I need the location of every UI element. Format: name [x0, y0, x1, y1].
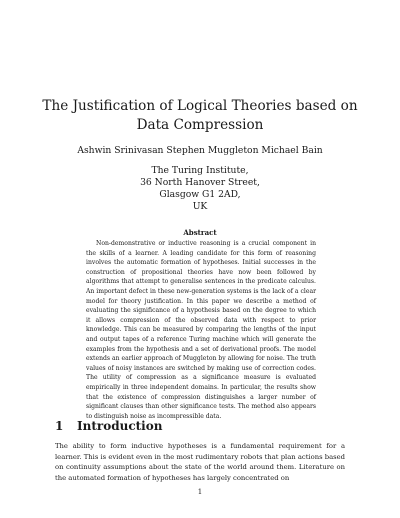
section-heading [55, 418, 162, 434]
abstract-heading: Abstract [183, 228, 217, 237]
title-line-1: The Justification of Logical Theories based on [42, 98, 358, 114]
author-list: Ashwin Srinivasan Stephen Muggleton Michael Bain [77, 145, 323, 156]
title-line-2: Data Compression [136, 117, 264, 133]
affiliation-block [60, 165, 340, 213]
affiliation-line: UK [192, 201, 208, 212]
affiliation-line: The Turing Institute, [151, 165, 249, 176]
affiliation-line: 36 North Hanover Street, [140, 177, 260, 188]
section-number: 1 [55, 419, 64, 433]
page-number: 1 [197, 488, 203, 496]
paper-title [40, 97, 360, 135]
section-title: Introduction [77, 419, 163, 433]
abstract-text: Non-demonstrative or inductive reasoning is a crucial component in the skills of a learner. A leading candidate for this form of reasoning involves the automatic formation of hypotheses. Initial successes in the construction of propositional theories have now been followed by algorithms that attempt to generalise sentences in the predicate calculus. An important defect in these new-generation systems is the lack of a clear model for theory justification. In this paper we describe a method of evaluating the significance of a hypothesis based on the degree to which it allows compression of the observed data with respect to prior knowledge. This can be measured by comparing the lengths of the input and output tapes of a reference Turing machine which will generate the examples from the hypothesis and a set of derivational proofs. The model extends an earlier approach of Muggleton by allowing for noise. The truth values of noisy instances are switched by making use of correction codes. The utility of compression as a significance measure is evaluated empirically in three independent domains. In particular, the results show that the existence of compression distinguishes a larger number of significant clauses than other significance tests. The method also appears to distinguish noise as incompressible data. [86, 240, 316, 420]
intro-paragraph: The ability to form inductive hypotheses is a fundamental requirement for a learner. This is evident even in the most rudimentary robots that plan actions based on continuity assumptions about the state of the world around them. Literature on the automated formation of hypotheses has largely concentrated on [55, 442, 345, 482]
affiliation-line: Glasgow G1 2AD, [159, 189, 241, 200]
